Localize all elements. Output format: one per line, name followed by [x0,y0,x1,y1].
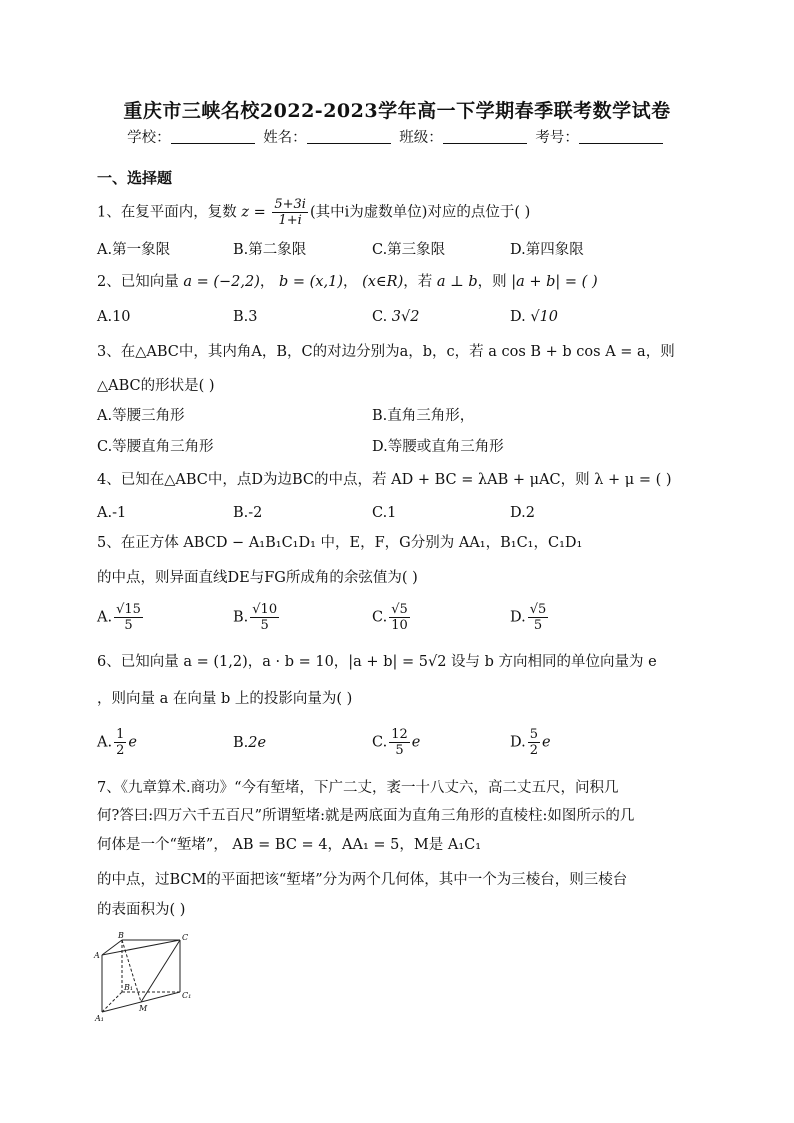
q6-option-a [97,727,137,758]
school-label: 学校： [127,130,171,146]
q6-option-d-label: D. [510,734,526,751]
figure-label-b: B [118,931,124,940]
question-1-stem [97,197,530,228]
question-5-line-2: 的中点，则异面直线DE与FG所成角的余弦值为( ) [97,570,418,586]
q6-option-c-num: 12 [391,727,408,742]
q2-option-a: A.10 [97,309,131,325]
figure-label-c1: C₁ [182,991,192,1000]
question-6-line-2: ，则向量 a 在向量 b 上的投影向量为( ) [97,691,353,707]
q5-option-a [97,602,145,633]
q2-option-d-value: √10 [530,309,559,325]
q3-option-b: B.直角三角形， [372,408,475,424]
q2-vector-b: b = (x,1) [279,274,343,290]
q5-option-a-den: 5 [124,618,133,633]
q5-option-c [372,602,412,633]
q3-option-a: A.等腰三角形 [97,408,185,424]
q1-denominator: 1+i [278,213,302,228]
question-7-line-5: 的表面积为( ) [97,902,186,918]
q6-option-b-label: B. [233,735,249,751]
question-7-line-2: 何?答曰:四万六千五百尺”所谓堑堵:就是两底面为直角三角形的直棱柱:如图所示的几 [97,808,635,824]
q5-option-d-label: D. [510,609,526,626]
q6-option-d [510,727,551,758]
page-title: 重庆市三峡名校2022-2023学年高一下学期春季联考数学试卷 [123,100,671,122]
q5-option-d-num: √5 [529,602,547,617]
q2-option-d [510,307,558,327]
q6-option-b [233,733,266,753]
q5-option-c-num: √5 [391,602,408,617]
q1-expr-lhs: z = [241,204,266,221]
q2-then: ，则 [477,274,507,290]
q5-option-b-label: B. [233,609,249,626]
q6-option-d-vector: e [542,734,551,751]
q3-option-d: D.等腰或直角三角形 [372,439,504,455]
question-7-line-1: 7、《九章算术.商功》“今有堑堵，下广二丈，袤一十八丈六，高二丈五尺，问积几 [97,780,619,796]
figure-label-a: A [94,951,100,960]
section-heading: 一、选择题 [97,169,173,187]
q1-option-d: D.第四象限 [510,242,584,258]
q4-option-d: D.2 [510,505,535,521]
q2-ask: |a + b| = ( ) [511,274,598,290]
q1-option-a: A.第一象限 [97,242,171,258]
q5-option-a-num: √15 [116,602,141,617]
q6-option-b-value: 2e [248,735,267,751]
q6-option-a-num: 1 [116,727,125,742]
q6-option-a-den: 2 [116,743,125,758]
class-label: 班级： [399,130,443,146]
figure-label-c: C [182,933,189,942]
question-7-line-4: 的中点，过BCM的平面把该“堑堵”分为两个几何体，其中一个为三棱台，则三棱台 [97,872,628,888]
q5-option-b-num: √10 [252,602,278,617]
q2-text: 2、已知向量 [97,274,179,290]
q2-option-d-label: D. [510,309,526,325]
name-blank [307,129,391,144]
q2-option-c [372,307,420,327]
question-3-line-2: △ABC的形状是( ) [97,378,215,394]
q1-option-b: B.第二象限 [233,242,307,258]
q5-option-b-den: 5 [260,618,269,633]
q2-if: ，若 [403,274,433,290]
q6-option-c-vector: e [411,734,421,751]
q5-option-b [233,602,281,633]
question-4-stem: 4、已知在△ABC中，点D为边BC的中点，若 AD + BC = λAB + μAC，则 λ + μ = ( ) [97,472,672,488]
q2-option-c-value: 3√2 [391,309,420,325]
q1-option-c: C.第三象限 [372,242,446,258]
name-label: 姓名： [263,130,307,146]
q6-option-a-label: A. [97,734,113,751]
figure-label-b1: B₁ [124,983,134,992]
q5-option-c-den: 10 [391,618,408,633]
student-info-row [0,126,794,147]
q2-option-c-label: C. [372,309,388,325]
q6-option-d-den: 2 [529,743,538,758]
q6-option-c [372,727,420,758]
exam-number-blank [579,129,663,144]
question-7-line-3: 何体是一个“堑堵”， AB = BC = 4，AA₁ = 5，M是 A₁C₁ [97,837,482,853]
q4-option-a: A.-1 [97,505,127,521]
q1-numerator: 5+3i [274,197,306,212]
q2-condition: (x∈R) [362,274,404,290]
q2-option-b: B.3 [233,309,258,325]
question-6-line-1: 6、已知向量 a = (1,2)，a · b = 10，|a + b| = 5√2 设与 b 方向相同的单位向量为 e [97,654,657,670]
q6-option-a-vector: e [128,734,137,751]
q1-text-a: 1、在复平面内，复数 [97,204,237,221]
q5-option-d [510,602,550,633]
question-3-line-1: 3、在△ABC中，其内角A，B，C的对边分别为a，b，c，若 a cos B + b cos A = a，则 [97,344,675,360]
q6-option-c-den: 5 [395,743,404,758]
q1-fraction [272,197,308,228]
figure-label-a1: A₁ [95,1014,104,1022]
q6-option-d-num: 5 [529,727,538,742]
q1-text-b: (其中i为虚数单位)对应的点位于( ) [309,204,531,221]
prism-figure [92,930,202,1022]
q5-option-d-den: 5 [533,618,543,633]
question-2-stem: 2、已知向量 a = (−2,2)， b = (x,1)， (x∈R)，若 a ⊥ b，则 |a + b| = ( ) [97,274,598,290]
figure-label-m: M [139,1004,148,1013]
q6-option-c-label: C. [372,734,388,751]
q4-option-c: C.1 [372,505,397,521]
q5-option-c-label: C. [372,609,388,626]
q3-option-c: C.等腰直角三角形 [97,439,214,455]
class-blank [443,129,527,144]
q5-option-a-label: A. [97,609,113,626]
school-blank [171,129,255,144]
exam-number-label: 考号： [535,130,579,146]
q2-perpendicular: a ⊥ b [436,274,478,290]
question-5-line-1: 5、在正方体 ABCD − A₁B₁C₁D₁ 中，E，F，G分别为 AA₁，B₁C₁，C₁D₁ [97,535,583,551]
q4-option-b: B.-2 [233,505,263,521]
q2-vector-a: a = (−2,2) [183,274,260,290]
